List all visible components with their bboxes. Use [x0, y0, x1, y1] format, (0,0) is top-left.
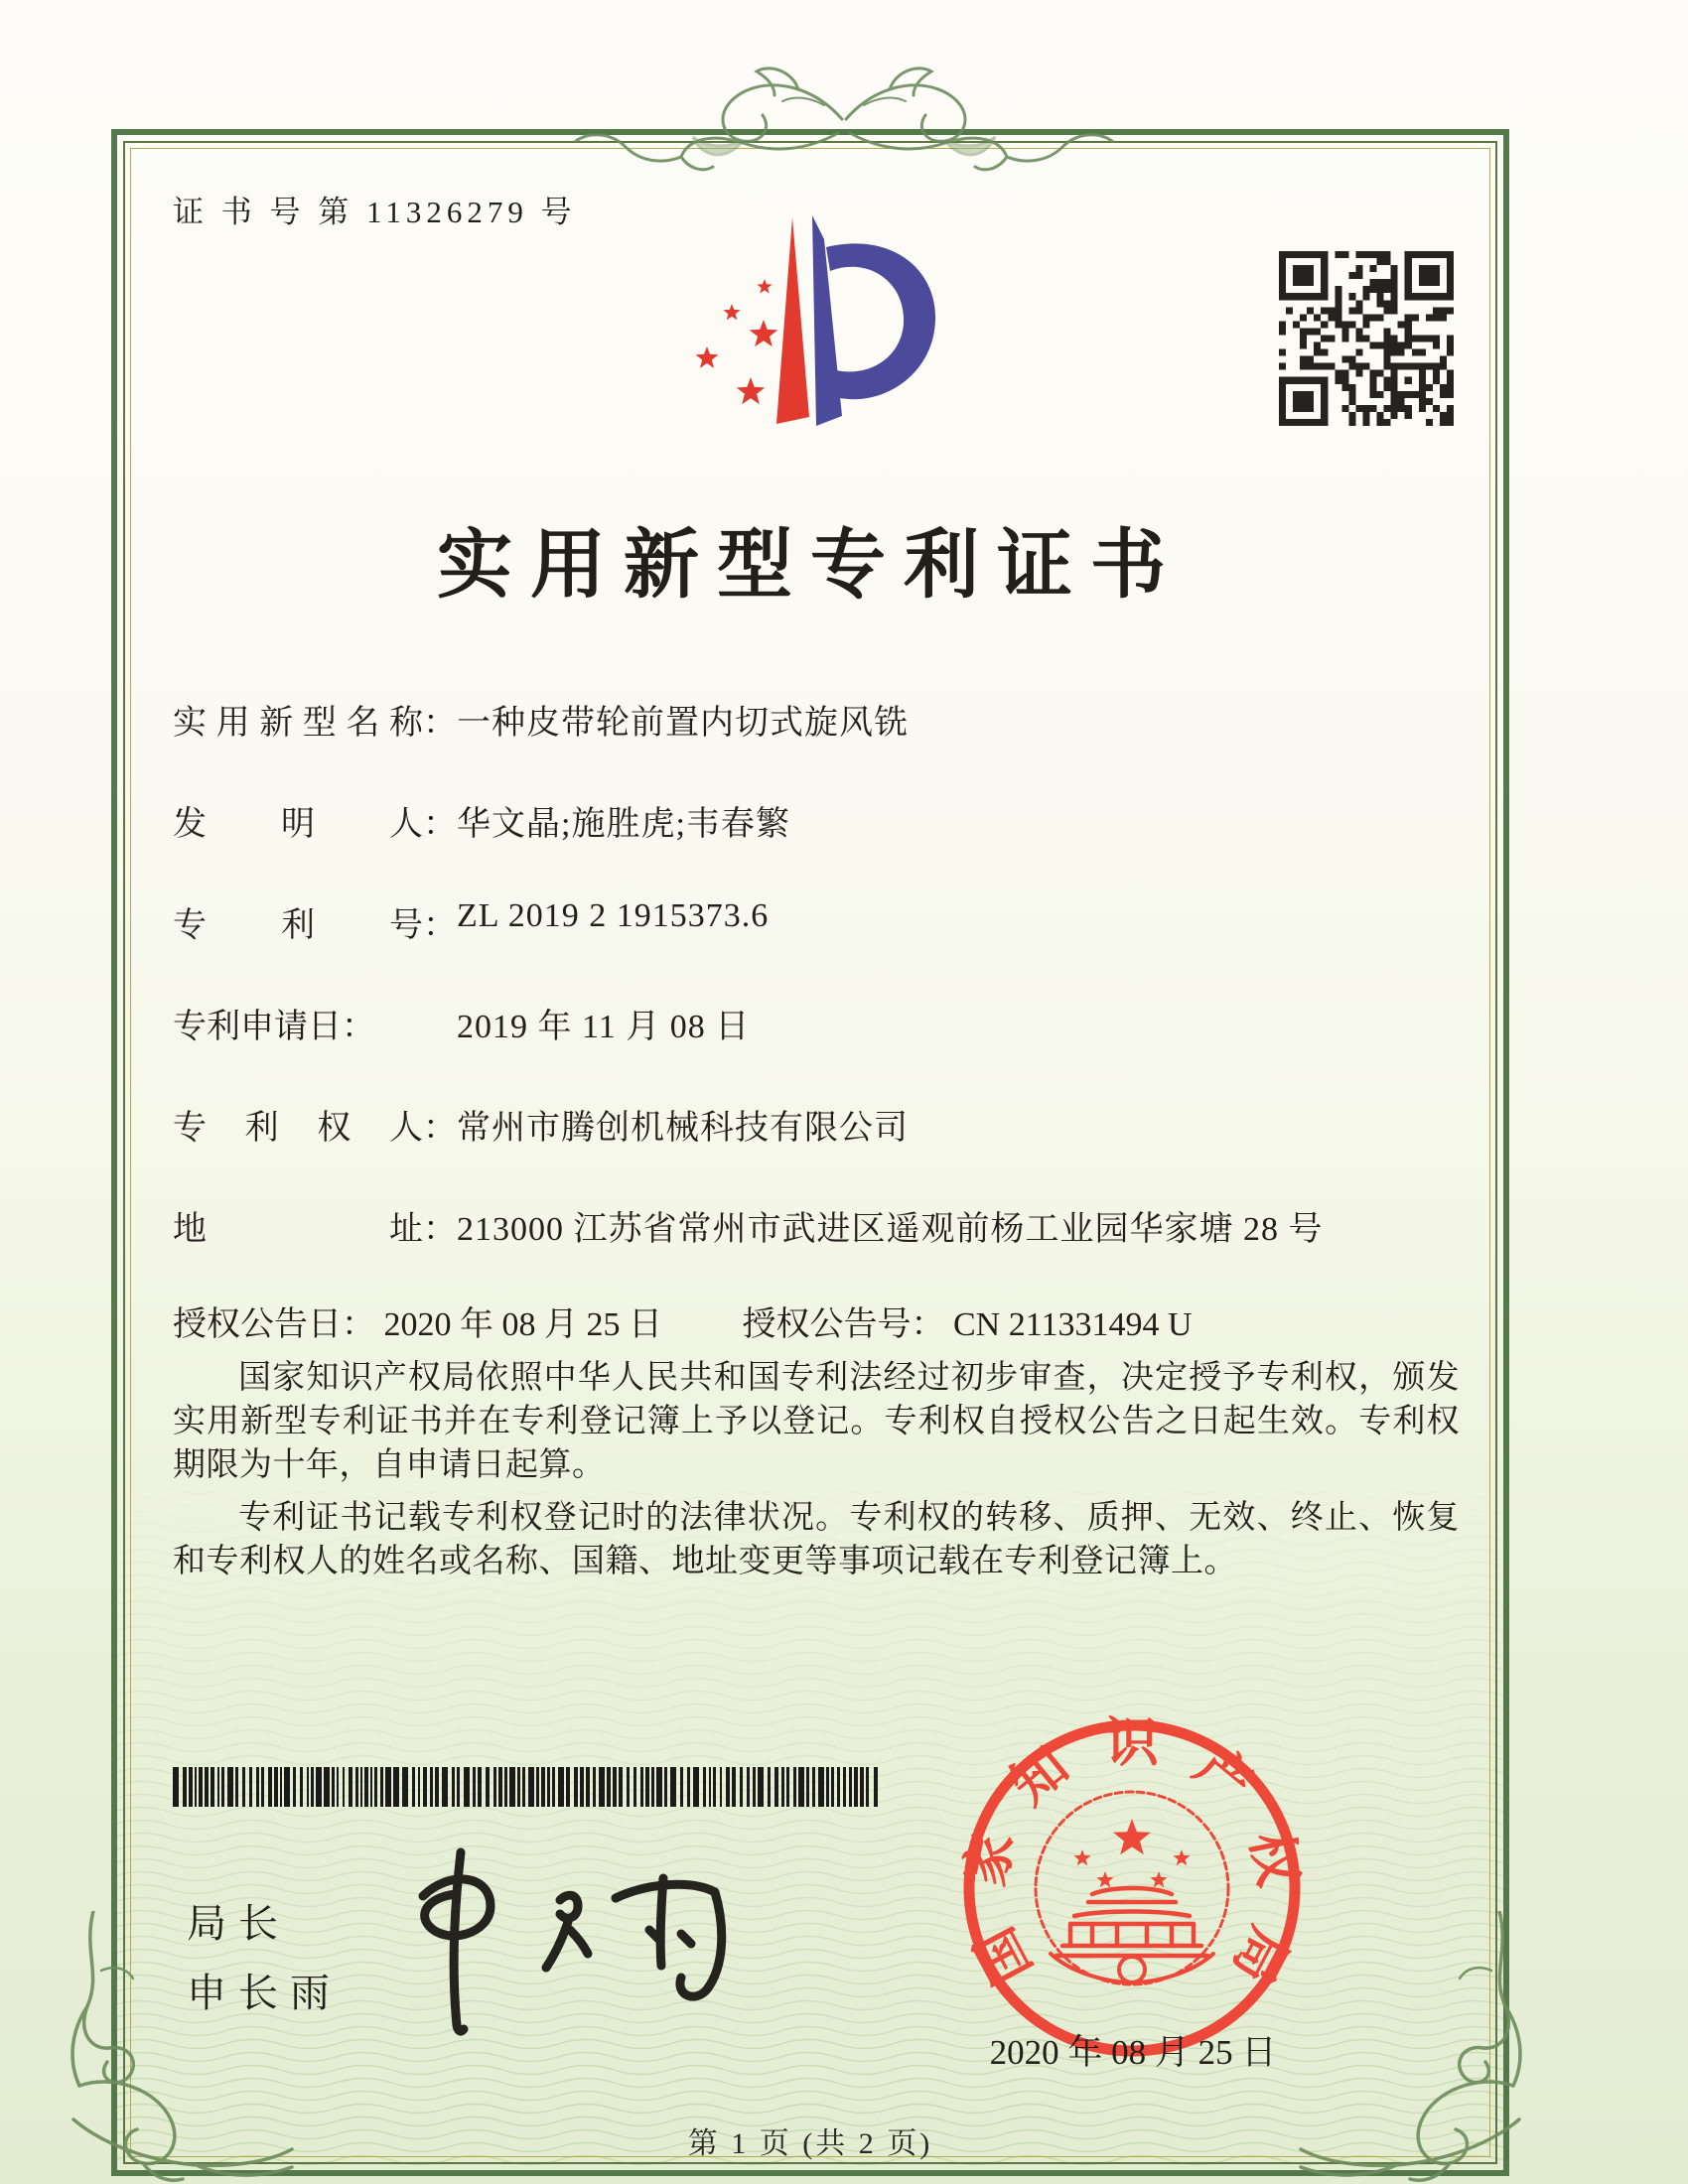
field-label: 专利号: [173, 907, 423, 944]
colon: ：: [423, 907, 457, 944]
director-name: 申长雨: [187, 1971, 342, 2015]
field-label: 专利申请日: [173, 1009, 342, 1045]
field-value: 一种皮带轮前置内切式旋风铣: [457, 705, 909, 742]
colon: ：: [342, 1306, 375, 1343]
seal-national-emblem: [1036, 1792, 1228, 1984]
colon: ：: [342, 1009, 375, 1045]
field-label: 实用新型名称: [173, 705, 423, 742]
field-value: ZL 2019 2 1915373.6: [457, 897, 770, 934]
grant-date-value: 2020 年 08 月 25 日: [383, 1306, 662, 1343]
barcode: [173, 1767, 880, 1807]
logo-star: [737, 377, 766, 404]
colon: ：: [911, 1306, 945, 1343]
field-row-patentee: [173, 1100, 1474, 1146]
grant-no-value: CN 211331494 U: [953, 1306, 1193, 1343]
qr-code: [1279, 251, 1454, 426]
grant-row: [173, 1297, 1193, 1345]
field-label: 专利权人: [173, 1110, 423, 1147]
certificate-title: 实用新型专利证书: [437, 524, 1184, 608]
logo-star: [750, 320, 778, 346]
logo-star: [696, 346, 719, 368]
logo-star: [757, 279, 772, 294]
legal-text: [173, 1356, 1460, 1583]
paragraph-register: 专利证书记载专利权登记时的法律状况。专利权的转移、质押、无效、终止、恢复和专利权人的姓名或名称、国籍、地址变更等事项记载在专利登记簿上。: [173, 1500, 1460, 1579]
field-label: 发明人: [173, 806, 423, 843]
field-value: 213000 江苏省常州市武进区遥观前杨工业园华家塘 28 号: [457, 1211, 1324, 1248]
field-value: 2019 年 11 月 08 日: [457, 1009, 751, 1045]
seal-text: 国家知识产权局: [955, 1712, 1309, 1994]
certificate-number: 证 书 号 第 11326279 号: [173, 195, 577, 229]
field-label: 地址: [173, 1211, 423, 1248]
field-row-inventor: [173, 796, 1474, 842]
paragraph-grant: 国家知识产权局依照中华人民共和国专利法经过初步审查，决定授予专利权，颁发实用新型专利证书并在专利登记簿上予以登记。专利权自授权公告之日起生效。专利权期限为十年，自申请日起算。: [173, 1360, 1460, 1483]
field-rows: [173, 695, 1474, 1302]
field-row-name: [173, 695, 1474, 741]
top-flourish-ornament: [536, 50, 1152, 189]
field-row-filing-date: [173, 999, 1474, 1044]
signature-handwriting: [365, 1835, 743, 2048]
seal-date: 2020 年 08 月 25 日: [989, 2033, 1277, 2072]
svg-text:国家知识产权局: [955, 1713, 1309, 1993]
field-row-patent-no: [173, 897, 1474, 943]
director-title: 局长: [187, 1901, 290, 1946]
logo-red-wedge: [776, 217, 809, 424]
field-value: 常州市腾创机械科技有限公司: [457, 1110, 909, 1147]
colon: ：: [423, 806, 457, 843]
field-value: 华文晶;施胜虎;韦春繁: [457, 806, 790, 843]
logo-blue-bowl: [826, 243, 935, 399]
cnipa-logo-icon: [647, 213, 945, 452]
colon: ：: [423, 1110, 457, 1147]
logo-star: [723, 304, 740, 320]
grant-no-label: 授权公告号: [742, 1306, 912, 1343]
colon: ：: [423, 1211, 457, 1248]
official-seal: [951, 1707, 1313, 2069]
colon: ：: [423, 705, 457, 742]
field-row-address: [173, 1201, 1474, 1247]
grant-date-label: 授权公告日: [173, 1306, 342, 1343]
page-footer: 第 1 页 (共 2 页): [687, 2127, 933, 2160]
